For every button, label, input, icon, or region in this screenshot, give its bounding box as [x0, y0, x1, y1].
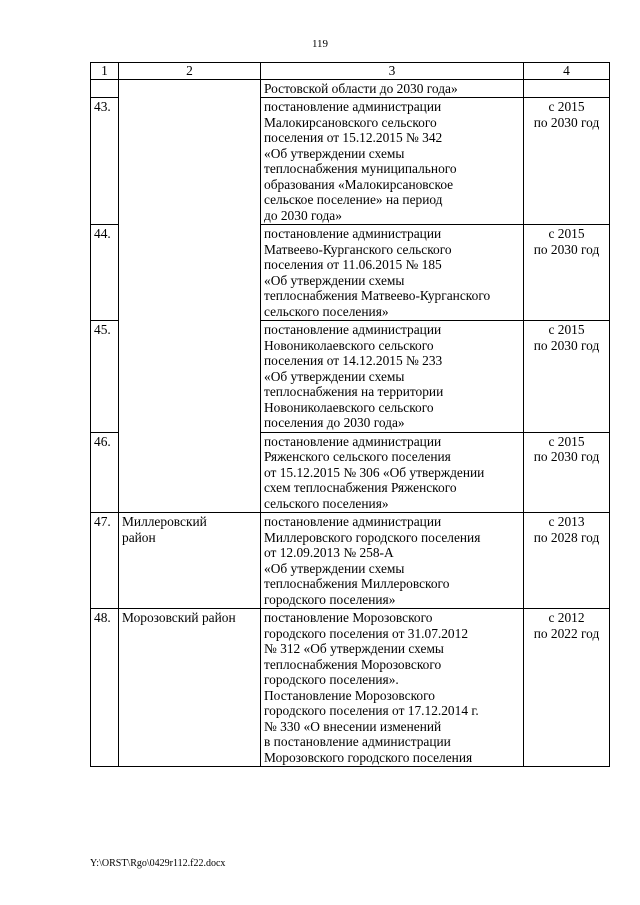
district-cell: Миллеровский район [119, 513, 261, 609]
row-number-cell [91, 79, 119, 98]
period-cell: с 2015 по 2030 год [524, 225, 610, 321]
district-cell: Морозовский район [119, 609, 261, 767]
document-cell: постановление администрации Ряженского сельского поселения от 15.12.2015 № 306 «Об утверждении схем теплоснабжения Ряженского сельского поселения» [261, 432, 524, 513]
period-cell: с 2015 по 2030 год [524, 321, 610, 433]
document-cell: постановление администрации Малокирсановского сельского поселения от 15.12.2015 № 342 «Об утверждении схемы теплоснабжения муниципального образования «Малокирсановское сельское поселение» на период до 2030 года» [261, 98, 524, 225]
table-row [91, 609, 610, 767]
document-cell: Ростовской области до 2030 года» [261, 79, 524, 98]
header-cell: 3 [261, 63, 524, 80]
document-cell: постановление администрации Новониколаевского сельского поселения от 14.12.2015 № 233 «Об утверждении схемы теплоснабжения на территории Новониколаевского сельского поселения до 2030 года» [261, 321, 524, 433]
row-number-cell: 45. [91, 321, 119, 433]
document-cell: постановление администрации Миллеровского городского поселения от 12.09.2013 № 258-А «Об утверждении схемы теплоснабжения Миллеровского городского поселения» [261, 513, 524, 609]
header-cell: 2 [119, 63, 261, 80]
period-cell: с 2012 по 2022 год [524, 609, 610, 767]
row-number-cell: 47. [91, 513, 119, 609]
document-cell: постановление администрации Матвеево-Курганского сельского поселения от 11.06.2015 № 185 «Об утверждении схемы теплоснабжения Матвеево-Курганского сельского поселения» [261, 225, 524, 321]
period-cell: с 2013 по 2028 год [524, 513, 610, 609]
page-number: 119 [311, 38, 329, 50]
table-row [91, 513, 610, 609]
file-path-footer: Y:\ORST\Rgo\0429r112.f22.docx [90, 858, 226, 869]
table-header-row [91, 63, 610, 80]
document-cell: постановление Морозовского городского поселения от 31.07.2012 № 312 «Об утверждении схемы теплоснабжения Морозовского городского поселения». Постановление Морозовского городского поселения от 17.12.2014 г. № 330 «О внесении изменений в постановление администрации Морозовского городского поселения [261, 609, 524, 767]
continuation-row [91, 79, 610, 98]
district-cell-merged [119, 79, 261, 513]
row-number-cell: 43. [91, 98, 119, 225]
row-number-cell: 46. [91, 432, 119, 513]
period-cell: с 2015 по 2030 год [524, 432, 610, 513]
period-cell: с 2015 по 2030 год [524, 98, 610, 225]
row-number-cell: 44. [91, 225, 119, 321]
header-cell: 1 [91, 63, 119, 80]
header-cell: 4 [524, 63, 610, 80]
period-cell [524, 79, 610, 98]
document-table [90, 62, 610, 767]
row-number-cell: 48. [91, 609, 119, 767]
